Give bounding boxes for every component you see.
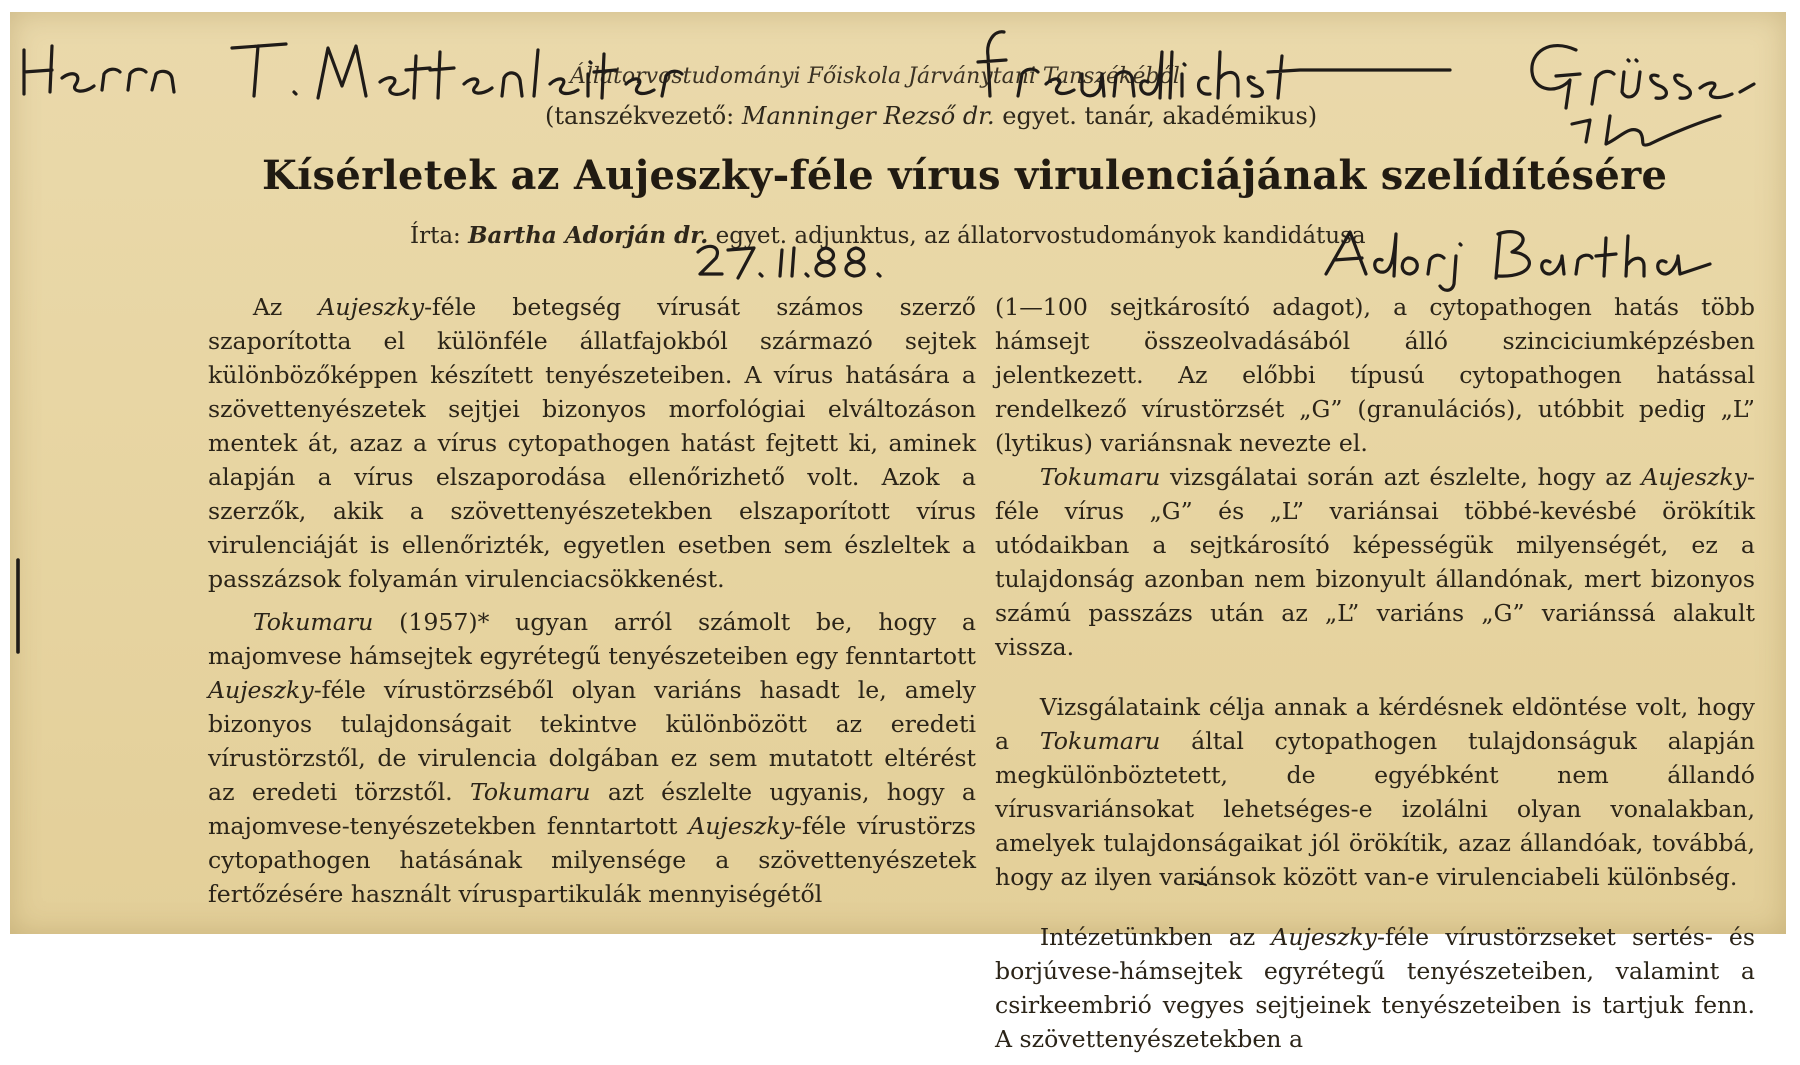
right-text-column — [995, 290, 1755, 1065]
author-line — [410, 222, 1366, 249]
text-run: -féle vírus „G” és „L” variánsai többé-kevésbé örökítik utódaikban a sejtkárosító képességük milyenségét, ez a tulajdonság azonban nem bizonyult állandónak, mert bizonyos számú passzázs után az „L” variáns „G” variánssá alakult vissza. — [995, 463, 1755, 661]
right-paragraph-1 — [995, 460, 1755, 664]
italic-name: Tokumaru — [469, 778, 591, 806]
right-paragraph-3 — [995, 920, 1755, 1056]
text-run: vizsgálatai során azt észlelte, hogy az — [1160, 463, 1642, 491]
text-run: -féle betegség vírusát számos szerző szaporította el különféle állatfajokból származó sejtek különbözőképpen készített tenyészeteiben. A vírus hatására a szövettenyészetek sejtjei bizonyos morfológiai elváltozáson mentek át, azaz a vírus cytopathogen hatást fejtett ki, aminek alapján a vírus elszaporodása ellenőrizhető volt. Azok a szerzők, akik a szövettenyészetekben elszaporított vírus virulenciáját is ellenőrizték, egyetlen esetben sem észleltek a passzázsok folyamán virulenciacsökkenést. — [208, 293, 976, 593]
author-suffix: egyet. adjunktus, az állatorvostudományok kandidátusa — [708, 223, 1366, 249]
italic-name: Tokumaru — [1039, 463, 1161, 491]
text-run: azt észlelte ugyanis, hogy a majomvese-tenyészetekben fenntartott — [208, 778, 977, 840]
text-run: -féle vírustörzséből olyan variáns hasadt le, amely bizonyos tulajdonságait tekintve különbözött az eredeti vírustörzstől, de virulencia dolgában ez sem mutatott eltérést az eredeti törzstől. — [208, 676, 976, 806]
italic-name: Tokumaru — [252, 608, 374, 636]
right-paragraph-2 — [995, 690, 1755, 894]
author-name: Bartha Adorján dr. — [468, 222, 709, 249]
article-title: Kísérletek az Aujeszky-féle vírus virulenciájának szelídítésére — [262, 152, 1668, 199]
left-paragraph-1 — [208, 290, 976, 596]
left-paragraph-2 — [208, 605, 976, 911]
department-head-line — [545, 102, 1317, 130]
text-run: (1957)* ugyan arról számolt be, hogy a majomvese hámsejtek egyrétegű tenyészeteiben egy fenntartott — [208, 608, 976, 670]
italic-name: Aujeszky — [688, 812, 795, 840]
italic-name: Aujeszky — [1641, 463, 1748, 491]
author-prefix: Írta: — [410, 223, 469, 249]
text-run: -féle vírustörzs cytopathogen hatásának milyensége a szövettenyészetek fertőzésére használt víruspartikulák mennyiségétől — [208, 812, 976, 908]
chair-suffix: egyet. tanár, akadémikus) — [994, 102, 1318, 130]
text-run: -féle vírustörzseket sertés- és borjúvese-hámsejtek egyrétegű tenyészeteiben, valamint a csirkeembrió vegyes sejtjeinek tenyészeteiben is tartjuk fenn. A szövettenyészetekben a — [995, 923, 1755, 1053]
text-run: Vizsgálataink célja annak a kérdésnek eldöntése volt, hogy a — [995, 693, 1755, 755]
italic-name: Aujeszky — [208, 676, 314, 704]
right-paragraph-continued: (1—100 sejtkárosító adagot), a cytopathogen hatás több hámsejt összeolvadásából álló szinciciumképzésben jelentkezett. Az előbbi típusú cytopathogen hatással rendelkező vírustörzsét „G” (granulációs), utóbbit pedig „L” (lytikus) variánsnak nevezte el. — [995, 293, 1755, 457]
text-run: Az — [252, 293, 319, 321]
italic-name: Aujeszky — [318, 293, 425, 321]
text-run: által cytopathogen tulajdonságuk alapján megkülönböztetett, de egyébként nem állandó vírusvariánsokat lehetséges-e izolálni olyan vonalakban, amelyek tulajdonságaikat jól örökítik, azaz állandóak, továbbá, hogy az ilyen variánsok között van-e virulenciabeli különbség. — [995, 727, 1755, 891]
italic-name: Aujeszky — [1271, 923, 1377, 951]
chair-name: Manninger Rezső dr. — [741, 102, 995, 130]
text-run: Intézetünkben az — [1039, 923, 1272, 951]
chair-prefix: (tanszékvezető: — [545, 102, 742, 130]
left-text-column — [208, 290, 976, 920]
institute-header: Állatorvostudományi Főiskola Járványtani Tanszékéből — [570, 64, 1180, 89]
scanned-page — [10, 12, 1786, 1053]
italic-name: Tokumaru — [1039, 727, 1161, 755]
